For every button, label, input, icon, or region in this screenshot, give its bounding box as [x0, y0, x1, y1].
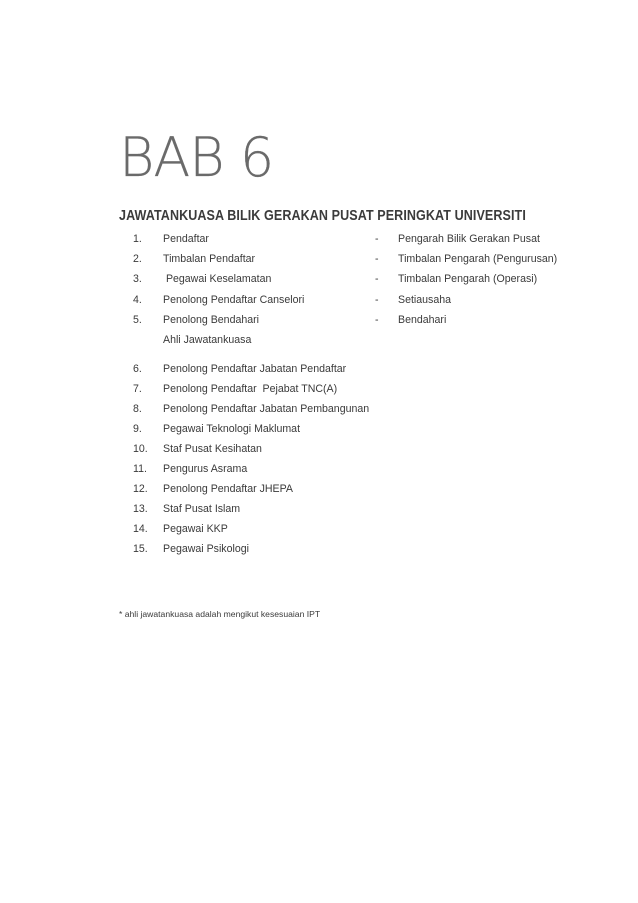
item-label: Penolong Pendaftar Jabatan Pembangunan — [163, 403, 370, 415]
item-number: 14. — [133, 523, 148, 535]
item-label: Penolong Bendahari — [163, 314, 260, 326]
item-label: Staf Pusat Islam — [163, 503, 241, 515]
item-label: Pendaftar — [163, 233, 209, 245]
item-dash: - — [375, 294, 379, 306]
item-number: 4. — [133, 294, 142, 306]
item-number: 3. — [133, 273, 142, 285]
item-number: 1. — [133, 233, 142, 245]
item-number: 8. — [133, 403, 142, 415]
item-label: Pegawai KKP — [163, 523, 228, 535]
item-label: Pegawai Teknologi Maklumat — [163, 423, 301, 435]
item-label: Pegawai Psikologi — [163, 543, 249, 555]
item-number: 9. — [133, 423, 142, 435]
item-label: Pengurus Asrama — [163, 463, 248, 475]
item-number: 11. — [133, 463, 147, 475]
item-label: Penolong Pendaftar Pejabat TNC(A) — [163, 383, 338, 395]
item-number: 12. — [133, 483, 148, 495]
footnote: * ahli jawatankuasa adalah mengikut kesesuaian IPT — [119, 609, 321, 619]
item-role: Setiausaha — [398, 294, 452, 306]
item-number: 2. — [133, 253, 142, 265]
item-number: 5. — [133, 314, 142, 326]
item-number: 7. — [133, 383, 142, 395]
item-number: 6. — [133, 363, 142, 375]
item-label: Timbalan Pendaftar — [163, 253, 256, 265]
chapter-heading: BAB 6 — [119, 126, 274, 189]
item-label: Penolong Pendaftar Jabatan Pendaftar — [163, 363, 347, 375]
item-role: Bendahari — [398, 314, 447, 326]
section-title: JAWATANKUASA BILIK GERAKAN PUSAT PERINGKAT UNIVERSITI — [119, 208, 526, 224]
item-label: Penolong Pendaftar Canselori — [163, 294, 305, 306]
item-dash: - — [375, 233, 379, 245]
item-number: 10. — [133, 443, 148, 455]
item-dash: - — [375, 314, 379, 326]
item-role: Pengarah Bilik Gerakan Pusat — [398, 233, 540, 245]
item-label: Penolong Pendaftar JHEPA — [163, 483, 293, 495]
item-dash: - — [375, 273, 379, 285]
item-number: 13. — [133, 503, 148, 515]
item-label: Staf Pusat Kesihatan — [163, 443, 262, 455]
item-label: Pegawai Keselamatan — [163, 273, 272, 285]
item-role: Timbalan Pengarah (Operasi) — [398, 273, 538, 285]
item-number: 15. — [133, 543, 148, 555]
item-role: Timbalan Pengarah (Pengurusan) — [398, 253, 558, 265]
committee-heading: Ahli Jawatankuasa — [163, 334, 252, 346]
item-dash: - — [375, 253, 379, 265]
